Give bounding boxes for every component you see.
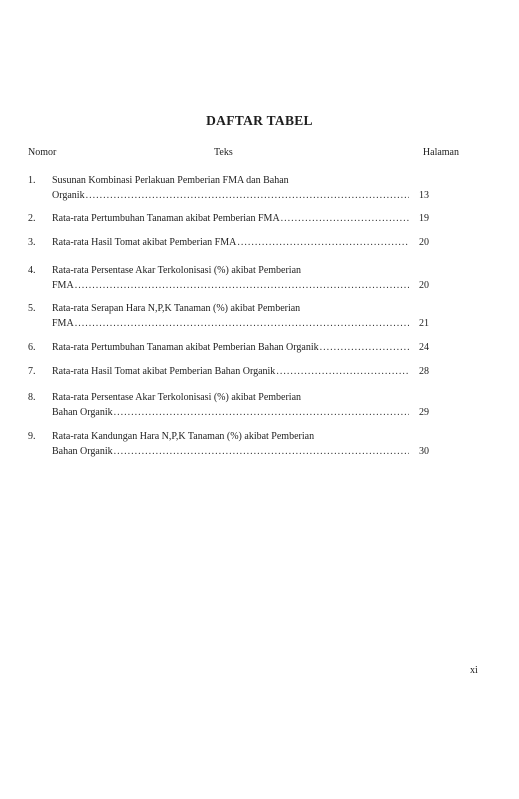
entry-title-line: Susunan Kombinasi Perlakuan Pemberian FMA dan Bahan	[52, 175, 289, 186]
entry-number: 8.	[28, 392, 36, 403]
column-header-nomor: Nomor	[28, 147, 57, 158]
entry-page-number: 30	[419, 446, 429, 457]
entry-leader-line	[52, 316, 409, 331]
entry-page-number: 28	[419, 366, 429, 377]
entry-page-number: 29	[419, 407, 429, 418]
entry-number: 6.	[28, 342, 36, 353]
table-row	[28, 211, 429, 226]
entry-number: 7.	[28, 366, 36, 377]
entry-leader-line	[52, 211, 409, 226]
dot-leader	[320, 340, 409, 355]
entry-title-line: Rata-rata Persentase Akar Terkolonisasi (%) akibat Pemberian	[52, 392, 302, 403]
dot-leader	[237, 235, 409, 250]
table-row	[28, 301, 429, 331]
entry-leader-line	[52, 188, 409, 203]
column-header-teks: Teks	[214, 147, 233, 158]
dot-leader	[281, 211, 409, 226]
entry-number: 3.	[28, 237, 36, 248]
entry-body	[52, 364, 429, 379]
entry-title-text: Rata-rata Pertumbuhan Tanaman akibat Pemberian FMA	[52, 213, 280, 224]
table-row	[28, 390, 429, 420]
dot-leader	[114, 444, 409, 459]
page-title: DAFTAR TABEL	[206, 113, 313, 128]
entry-title-text: Organik	[52, 190, 85, 201]
entry-page-number: 20	[419, 237, 429, 248]
entry-body	[52, 211, 429, 226]
column-header-halaman: Halaman	[422, 147, 459, 158]
entry-title-line: Rata-rata Kandungan Hara N,P,K Tanaman (%) akibat Pemberian	[52, 431, 315, 442]
table-row	[28, 173, 429, 203]
entry-page-number: 20	[419, 280, 429, 291]
page-number: xi	[470, 665, 478, 676]
entry-leader-line	[52, 278, 409, 293]
entry-title-text: FMA	[52, 318, 74, 329]
entry-body	[52, 235, 429, 250]
entry-number: 5.	[28, 303, 36, 314]
table-row	[28, 364, 429, 379]
table-row	[28, 263, 429, 293]
table-row	[28, 340, 429, 355]
entry-number: 9.	[28, 431, 36, 442]
entry-title-text: Bahan Organik	[52, 407, 113, 418]
entry-number: 1.	[28, 175, 36, 186]
entry-title-line: Rata-rata Serapan Hara N,P,K Tanaman (%) akibat Pemberian	[52, 303, 301, 314]
dot-leader	[75, 316, 409, 331]
entry-body	[52, 340, 429, 355]
entry-title-text: Rata-rata Hasil Tomat akibat Pemberian FMA	[52, 237, 237, 248]
entry-page-number: 13	[419, 190, 429, 201]
entry-body	[52, 429, 429, 459]
entry-title-text: Rata-rata Pertumbuhan Tanaman akibat Pemberian Bahan Organik	[52, 342, 319, 353]
entry-leader-line	[52, 235, 409, 250]
entry-leader-line	[52, 405, 409, 420]
entry-page-number: 21	[419, 318, 429, 329]
entry-body	[52, 173, 429, 203]
entry-page-number: 24	[419, 342, 429, 353]
entry-leader-line	[52, 364, 409, 379]
entry-title-line: Rata-rata Persentase Akar Terkolonisasi (%) akibat Pemberian	[52, 265, 302, 276]
entry-leader-line	[52, 340, 409, 355]
dot-leader	[276, 364, 409, 379]
entry-title-text: Bahan Organik	[52, 446, 113, 457]
entry-body	[52, 263, 429, 293]
entry-leader-line	[52, 444, 409, 459]
entry-page-number: 19	[419, 213, 429, 224]
dot-leader	[114, 405, 409, 420]
table-row	[28, 235, 429, 250]
entry-number: 4.	[28, 265, 36, 276]
entry-number: 2.	[28, 213, 36, 224]
dot-leader	[75, 278, 409, 293]
entry-title-text: FMA	[52, 280, 74, 291]
table-row	[28, 429, 429, 459]
entry-title-text: Rata-rata Hasil Tomat akibat Pemberian Bahan Organik	[52, 366, 276, 377]
entry-body	[52, 301, 429, 331]
entry-body	[52, 390, 429, 420]
dot-leader	[86, 188, 409, 203]
